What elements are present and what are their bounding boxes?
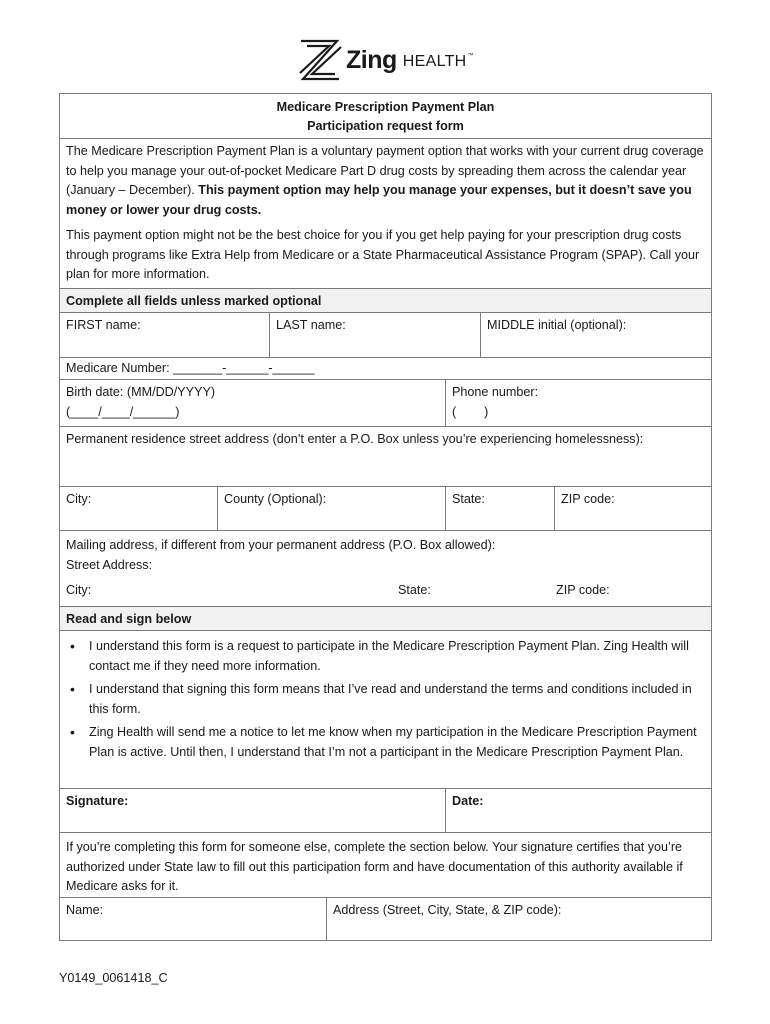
mailing-state-label: State: xyxy=(398,583,431,597)
middle-initial-field[interactable]: MIDDLE initial (optional): xyxy=(480,313,711,357)
terms-row xyxy=(60,630,711,788)
form-title: Medicare Prescription Payment Plan Participation request form xyxy=(276,100,495,133)
city-field[interactable]: City: xyxy=(66,492,92,506)
date-field[interactable]: Date: xyxy=(445,789,711,832)
city-row xyxy=(60,486,711,530)
intro-row xyxy=(60,138,711,288)
intro-p2: This payment option might not be the best choice for you if you get help paying for your prescription drug costs through programs like Extra Help from Medicare or a State Pharmaceutical Assistance Program (SPAP). Call your plan for more information. xyxy=(66,228,700,281)
birth-phone-row xyxy=(60,379,711,426)
representative-address-field[interactable]: Address (Street, City, State, & ZIP code): xyxy=(326,898,711,940)
intro-p1-normal: The Medicare Prescription Payment Plan is a voluntary payment option that works with your current drug coverage to help you manage your out-of-pocket Medicare Part D drug costs by spreading them across the calendar year (January – December). xyxy=(66,144,704,197)
list-item: • Zing Health will send me a notice to let me know when my participation in the Medicare Prescription Payment Plan is active. Until then, I understand that I’m not a participant in the Medicare Prescription Payment Plan. xyxy=(66,723,703,762)
list-item: • I understand that signing this form means that I’ve read and understand the terms and conditions included in this form. xyxy=(66,680,703,719)
someone-else-text: If you’re completing this form for someone else, complete the section below. Your signature certifies that you’re authorized under State law to fill out this participation form and have documentation of this authority available if Medicare asks for it. xyxy=(66,840,683,893)
signature-field[interactable]: Signature: xyxy=(66,794,129,808)
section-sign-row xyxy=(60,606,711,630)
mailing-address-row xyxy=(60,530,711,606)
last-name-field[interactable]: LAST name: xyxy=(269,313,480,357)
form-code: Y0149_0061418_C xyxy=(59,971,168,985)
participation-form xyxy=(59,93,712,941)
form-title-row xyxy=(60,94,711,138)
list-item: • I understand this form is a request to participate in the Medicare Prescription Payment Plan. Zing Health will contact me if they need more information. xyxy=(66,637,703,676)
county-field[interactable]: County (Optional): xyxy=(217,487,445,530)
mailing-zip-label: ZIP code: xyxy=(556,583,610,597)
name-row xyxy=(60,312,711,357)
someone-else-row xyxy=(60,832,711,897)
representative-row xyxy=(60,897,711,940)
phone-number-field[interactable]: Phone number: ( ) xyxy=(445,380,711,426)
terms-list xyxy=(60,631,711,788)
section-complete-header: Complete all fields unless marked optional xyxy=(60,289,711,312)
signature-row xyxy=(60,788,711,832)
zing-z-mark-icon xyxy=(297,37,343,83)
section-sign-header: Read and sign below xyxy=(60,607,711,630)
first-name-field[interactable]: FIRST name: xyxy=(66,318,141,332)
intro-p1-bold: This payment option may help you manage your expenses, but it doesn’t save you money or lower your drug costs. xyxy=(66,183,692,217)
permanent-address-field[interactable]: Permanent residence street address (don’t enter a P.O. Box unless you’re experiencing homelessness): xyxy=(66,432,644,446)
mailing-address-field[interactable]: Mailing address, if different from your permanent address (P.O. Box allowed): Street Address: City: State: ZIP code: xyxy=(60,531,711,606)
representative-name-field[interactable]: Name: xyxy=(66,903,104,917)
state-field[interactable]: State: xyxy=(445,487,554,530)
zing-health-logo xyxy=(297,36,497,84)
medicare-number-field[interactable]: Medicare Number: _______-______-______ xyxy=(66,361,315,375)
intro-text xyxy=(60,139,711,288)
birth-date-field[interactable]: Birth date: (MM/DD/YYYY) (____/____/______) xyxy=(66,385,216,419)
medicare-number-row xyxy=(60,357,711,379)
zip-code-field[interactable]: ZIP code: xyxy=(554,487,711,530)
logo-health-text: HEALTH™ xyxy=(402,53,474,70)
logo-brand-text: Zing xyxy=(346,45,397,74)
section-complete-row xyxy=(60,288,711,312)
permanent-address-row xyxy=(60,426,711,486)
mailing-city-label: City: xyxy=(66,583,92,597)
